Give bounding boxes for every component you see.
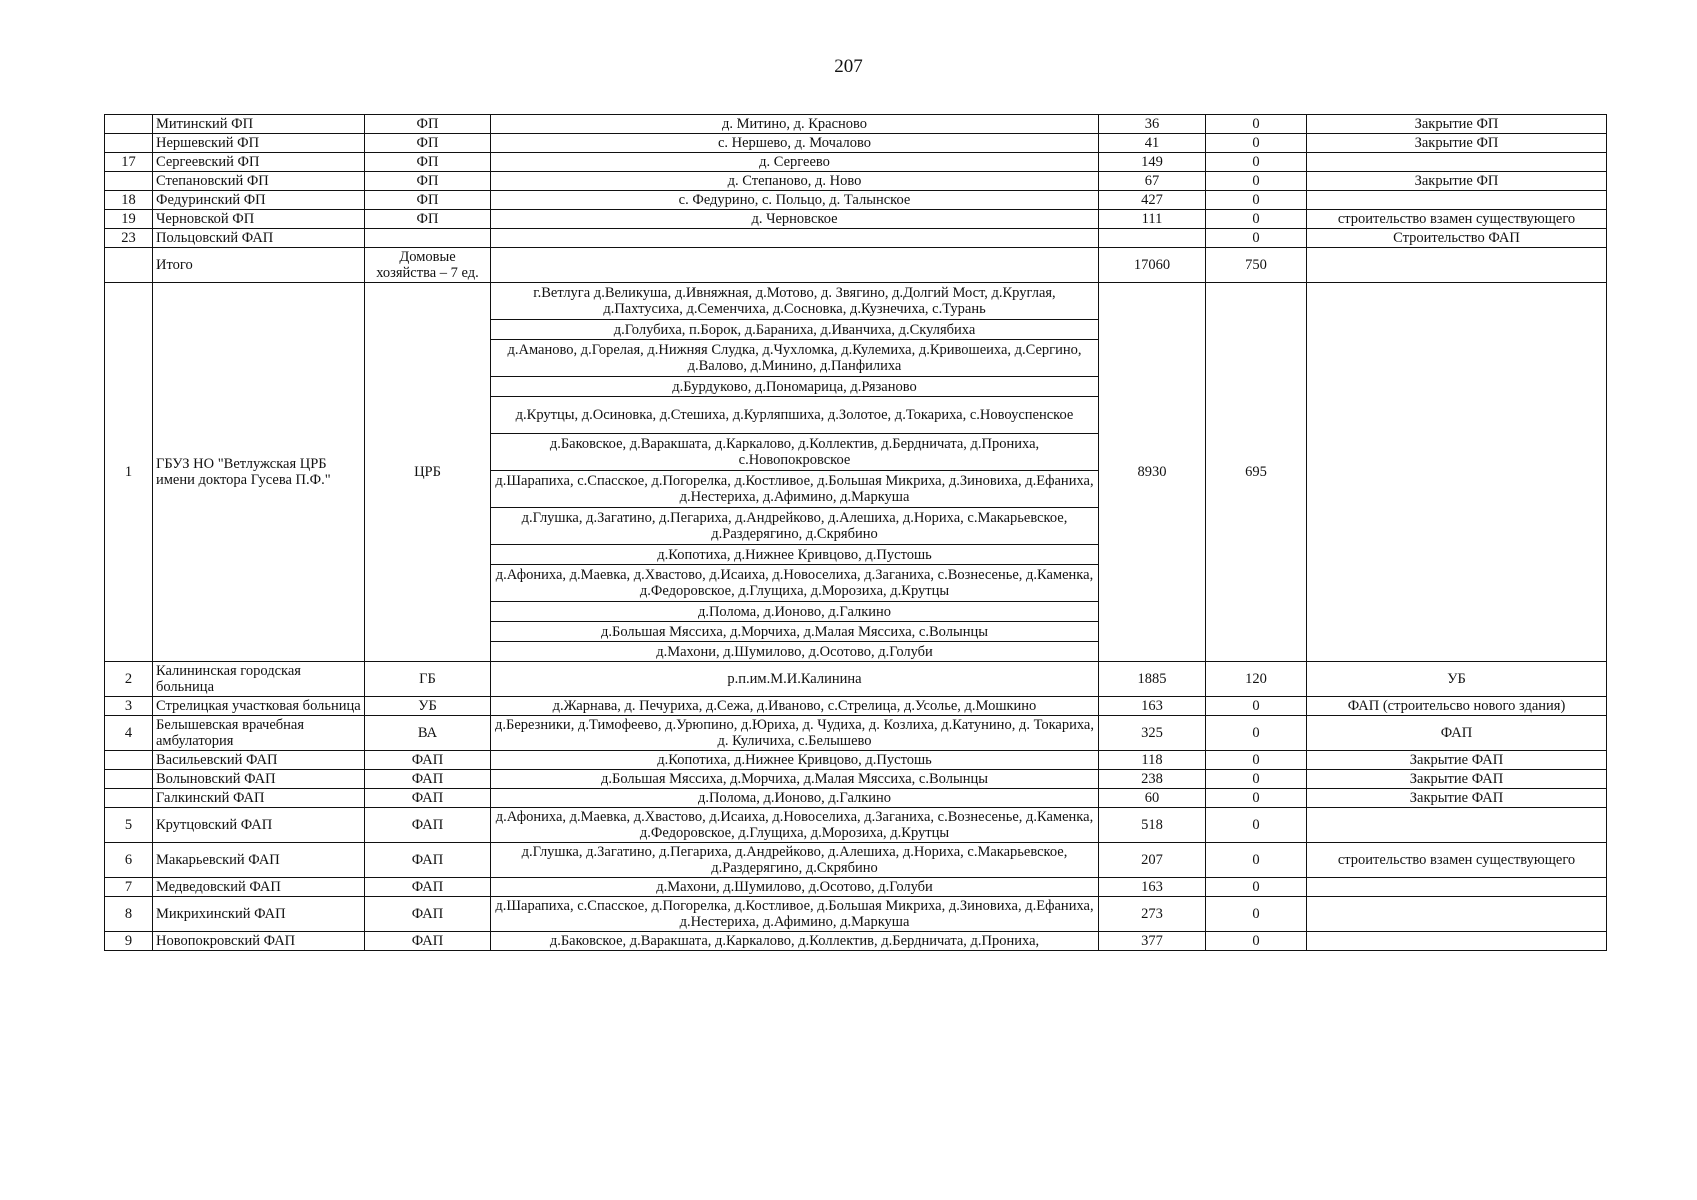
served-villages: д.Аманово, д.Горелая, д.Нижняя Слудка, д.Чухломка, д.Кулемиха, д.Кривошеиха, д.Сергино, д.Валово, д.Минино, д.Панфилиха bbox=[491, 340, 1099, 377]
facility-type: ФАП bbox=[365, 843, 491, 878]
beds: 0 bbox=[1206, 932, 1307, 951]
beds: 0 bbox=[1206, 751, 1307, 770]
served-villages: д.Афониха, д.Маевка, д.Хвастово, д.Исаиха, д.Новоселиха, д.Заганиха, с.Вознесенье, д.Каменка, д.Федоровское, д.Глущиха, д.Морозиха, д.Крутцы bbox=[491, 808, 1099, 843]
planned-action bbox=[1307, 932, 1607, 951]
beds: 0 bbox=[1206, 697, 1307, 716]
served-villages bbox=[491, 229, 1099, 248]
row-number bbox=[105, 248, 153, 283]
beds: 120 bbox=[1206, 662, 1307, 697]
population: 41 bbox=[1099, 134, 1206, 153]
population: 60 bbox=[1099, 789, 1206, 808]
row-number: 2 bbox=[105, 662, 153, 697]
row-number bbox=[105, 115, 153, 134]
facility-type: ФП bbox=[365, 134, 491, 153]
planned-action: УБ bbox=[1307, 662, 1607, 697]
facility-type: ФП bbox=[365, 191, 491, 210]
beds: 0 bbox=[1206, 115, 1307, 134]
row-number: 5 bbox=[105, 808, 153, 843]
facility-type: ФП bbox=[365, 153, 491, 172]
beds: 750 bbox=[1206, 248, 1307, 283]
served-villages: д.Глушка, д.Загатино, д.Пегариха, д.Андрейково, д.Алешиха, д.Нориха, с.Макарьевское, д.Раздерягино, д.Скрябино bbox=[491, 843, 1099, 878]
table-row bbox=[105, 751, 1607, 770]
table-row bbox=[105, 716, 1607, 751]
beds: 0 bbox=[1206, 770, 1307, 789]
beds: 0 bbox=[1206, 716, 1307, 751]
served-villages: г.Ветлуга д.Великуша, д.Ивняжная, д.Мотово, д. Звягино, д.Долгий Мост, д.Круглая, д.Пахтусиха, д.Семенчиха, д.Сосновка, д.Кузнечиха, с.Турань bbox=[491, 283, 1099, 320]
beds: 0 bbox=[1206, 191, 1307, 210]
planned-action: Строительство ФАП bbox=[1307, 229, 1607, 248]
population: 1885 bbox=[1099, 662, 1206, 697]
facility-name: Итого bbox=[153, 248, 365, 283]
served-villages: д.Березники, д.Тимофеево, д.Урюпино, д.Юриха, д. Чудиха, д. Козлиха, д.Катунино, д. Токариха, д. Куличиха, с.Белышево bbox=[491, 716, 1099, 751]
facility-type: УБ bbox=[365, 697, 491, 716]
planned-action: Закрытие ФП bbox=[1307, 172, 1607, 191]
table-row bbox=[105, 172, 1607, 191]
population: 518 bbox=[1099, 808, 1206, 843]
served-villages bbox=[491, 248, 1099, 283]
population: 207 bbox=[1099, 843, 1206, 878]
facility-type: Домовые хозяйства – 7 ед. bbox=[365, 248, 491, 283]
facility-type: ФАП bbox=[365, 770, 491, 789]
population bbox=[1099, 229, 1206, 248]
facility-name: Польцовский ФАП bbox=[153, 229, 365, 248]
population: 118 bbox=[1099, 751, 1206, 770]
planned-action: Закрытие ФП bbox=[1307, 134, 1607, 153]
served-villages: д. Митино, д. Красново bbox=[491, 115, 1099, 134]
planned-action: строительство взамен существующего bbox=[1307, 843, 1607, 878]
row-number: 6 bbox=[105, 843, 153, 878]
served-villages: д.Полома, д.Ионово, д.Галкино bbox=[491, 602, 1099, 622]
served-villages: д.Копотиха, д.Нижнее Кривцово, д.Пустошь bbox=[491, 545, 1099, 565]
row-number bbox=[105, 770, 153, 789]
served-villages: д.Большая Мяссиха, д.Морчиха, д.Малая Мяссиха, с.Волынцы bbox=[491, 622, 1099, 642]
served-villages: р.п.им.М.И.Калинина bbox=[491, 662, 1099, 697]
served-villages: д.Баковское, д.Варакшата, д.Каркалово, д.Коллектив, д.Бердничата, д.Прониха, с.Новопокровское bbox=[491, 434, 1099, 471]
facility-type: ГБ bbox=[365, 662, 491, 697]
row-number: 3 bbox=[105, 697, 153, 716]
table-row bbox=[105, 153, 1607, 172]
table-row bbox=[105, 248, 1607, 283]
facility-name: ГБУЗ НО "Ветлужская ЦРБ имени доктора Гусева П.Ф." bbox=[153, 283, 365, 662]
facilities-table bbox=[104, 114, 1607, 951]
planned-action: Закрытие ФАП bbox=[1307, 751, 1607, 770]
served-villages: д.Большая Мяссиха, д.Морчиха, д.Малая Мяссиха, с.Волынцы bbox=[491, 770, 1099, 789]
table-row bbox=[105, 697, 1607, 716]
served-villages: д. Черновское bbox=[491, 210, 1099, 229]
facility-name: Калининская городская больница bbox=[153, 662, 365, 697]
row-number bbox=[105, 789, 153, 808]
page-number: 207 bbox=[834, 56, 863, 77]
table-row bbox=[105, 134, 1607, 153]
facility-type: ВА bbox=[365, 716, 491, 751]
facility-name: Новопокровский ФАП bbox=[153, 932, 365, 951]
table-row bbox=[105, 878, 1607, 897]
beds: 0 bbox=[1206, 843, 1307, 878]
served-villages: д.Баковское, д.Варакшата, д.Каркалово, д.Коллектив, д.Бердничата, д.Прониха, bbox=[491, 932, 1099, 951]
table-row bbox=[105, 897, 1607, 932]
table-row bbox=[105, 229, 1607, 248]
facility-name: Микрихинский ФАП bbox=[153, 897, 365, 932]
facility-name: Митинский ФП bbox=[153, 115, 365, 134]
population: 111 bbox=[1099, 210, 1206, 229]
table-body bbox=[105, 115, 1607, 951]
row-number: 7 bbox=[105, 878, 153, 897]
served-villages: д.Махони, д.Шумилово, д.Осотово, д.Голуби bbox=[491, 878, 1099, 897]
facility-type: ФП bbox=[365, 210, 491, 229]
facility-name: Белышевская врачебная амбулатория bbox=[153, 716, 365, 751]
facility-name: Федуринский ФП bbox=[153, 191, 365, 210]
beds: 695 bbox=[1206, 283, 1307, 662]
facility-name: Галкинский ФАП bbox=[153, 789, 365, 808]
population: 149 bbox=[1099, 153, 1206, 172]
facility-type: ФАП bbox=[365, 897, 491, 932]
beds: 0 bbox=[1206, 172, 1307, 191]
served-villages: д.Шарапиха, с.Спасское, д.Погорелка, д.Костливое, д.Большая Микриха, д.Зиновиха, д.Ефаниха, д.Нестериха, д.Афимино, д.Маркуша bbox=[491, 471, 1099, 508]
population: 8930 bbox=[1099, 283, 1206, 662]
served-villages: д.Полома, д.Ионово, д.Галкино bbox=[491, 789, 1099, 808]
beds: 0 bbox=[1206, 210, 1307, 229]
population: 163 bbox=[1099, 697, 1206, 716]
population: 17060 bbox=[1099, 248, 1206, 283]
facility-type: ФАП bbox=[365, 878, 491, 897]
row-number: 17 bbox=[105, 153, 153, 172]
planned-action bbox=[1307, 808, 1607, 843]
facility-type: ФП bbox=[365, 172, 491, 191]
served-villages: д. Сергеево bbox=[491, 153, 1099, 172]
served-villages: с. Федурино, с. Польцо, д. Талынское bbox=[491, 191, 1099, 210]
facility-type: ФАП bbox=[365, 808, 491, 843]
served-villages: д.Афониха, д.Маевка, д.Хвастово, д.Исаиха, д.Новоселиха, д.Заганиха, с.Вознесенье, д.Каменка, д.Федоровское, д.Глущиха, д.Морозиха, д.Крутцы bbox=[491, 565, 1099, 602]
served-villages: д.Шарапиха, с.Спасское, д.Погорелка, д.Костливое, д.Большая Микриха, д.Зиновиха, д.Ефаниха, д.Нестериха, д.Афимино, д.Маркуша bbox=[491, 897, 1099, 932]
served-villages: с. Нершево, д. Мочалово bbox=[491, 134, 1099, 153]
row-number: 4 bbox=[105, 716, 153, 751]
facility-name: Черновской ФП bbox=[153, 210, 365, 229]
table-row bbox=[105, 808, 1607, 843]
crb-village-row bbox=[105, 283, 1607, 320]
planned-action bbox=[1307, 248, 1607, 283]
population: 377 bbox=[1099, 932, 1206, 951]
row-number: 23 bbox=[105, 229, 153, 248]
population: 36 bbox=[1099, 115, 1206, 134]
population: 163 bbox=[1099, 878, 1206, 897]
row-number bbox=[105, 134, 153, 153]
planned-action bbox=[1307, 897, 1607, 932]
served-villages: д.Крутцы, д.Осиновка, д.Стешиха, д.Курляпшиха, д.Золотое, д.Токариха, с.Новоуспенское bbox=[491, 397, 1099, 434]
served-villages: д.Жарнава, д. Печуриха, д.Сежа, д.Иваново, с.Стрелица, д.Усолье, д.Мошкино bbox=[491, 697, 1099, 716]
served-villages: д.Махони, д.Шумилово, д.Осотово, д.Голуби bbox=[491, 642, 1099, 662]
beds: 0 bbox=[1206, 808, 1307, 843]
table-row bbox=[105, 191, 1607, 210]
beds: 0 bbox=[1206, 134, 1307, 153]
row-number: 1 bbox=[105, 283, 153, 662]
beds: 0 bbox=[1206, 878, 1307, 897]
facility-name: Макарьевский ФАП bbox=[153, 843, 365, 878]
beds: 0 bbox=[1206, 789, 1307, 808]
facility-name: Медведовский ФАП bbox=[153, 878, 365, 897]
served-villages: д.Глушка, д.Загатино, д.Пегариха, д.Андрейково, д.Алешиха, д.Нориха, с.Макарьевское, д.Раздерягино, д.Скрябино bbox=[491, 508, 1099, 545]
table-row bbox=[105, 789, 1607, 808]
row-number bbox=[105, 751, 153, 770]
facility-name: Нершевский ФП bbox=[153, 134, 365, 153]
planned-action: Закрытие ФАП bbox=[1307, 770, 1607, 789]
facility-name: Сергеевский ФП bbox=[153, 153, 365, 172]
planned-action bbox=[1307, 283, 1607, 662]
planned-action bbox=[1307, 153, 1607, 172]
served-villages: д.Бурдуково, д.Пономарица, д.Рязаново bbox=[491, 377, 1099, 397]
planned-action: ФАП (строительсво нового здания) bbox=[1307, 697, 1607, 716]
table-row bbox=[105, 210, 1607, 229]
planned-action: Закрытие ФП bbox=[1307, 115, 1607, 134]
table-row bbox=[105, 115, 1607, 134]
facility-type: ФАП bbox=[365, 789, 491, 808]
table-row bbox=[105, 770, 1607, 789]
table-row bbox=[105, 843, 1607, 878]
facility-type bbox=[365, 229, 491, 248]
planned-action bbox=[1307, 878, 1607, 897]
facility-type: ЦРБ bbox=[365, 283, 491, 662]
served-villages: д. Степаново, д. Ново bbox=[491, 172, 1099, 191]
facility-type: ФАП bbox=[365, 932, 491, 951]
beds: 0 bbox=[1206, 229, 1307, 248]
table-row bbox=[105, 662, 1607, 697]
planned-action: строительство взамен существующего bbox=[1307, 210, 1607, 229]
served-villages: д.Голубиха, п.Борок, д.Бараниха, д.Иванчиха, д.Скулябиха bbox=[491, 320, 1099, 340]
row-number: 9 bbox=[105, 932, 153, 951]
table-row bbox=[105, 932, 1607, 951]
population: 67 bbox=[1099, 172, 1206, 191]
facility-name: Стрелицкая участковая больница bbox=[153, 697, 365, 716]
row-number: 19 bbox=[105, 210, 153, 229]
population: 427 bbox=[1099, 191, 1206, 210]
row-number: 8 bbox=[105, 897, 153, 932]
facility-name: Волыновский ФАП bbox=[153, 770, 365, 789]
planned-action: ФАП bbox=[1307, 716, 1607, 751]
facility-type: ФП bbox=[365, 115, 491, 134]
planned-action: Закрытие ФАП bbox=[1307, 789, 1607, 808]
row-number: 18 bbox=[105, 191, 153, 210]
facility-name: Степановский ФП bbox=[153, 172, 365, 191]
facility-type: ФАП bbox=[365, 751, 491, 770]
served-villages: д.Копотиха, д.Нижнее Кривцово, д.Пустошь bbox=[491, 751, 1099, 770]
planned-action bbox=[1307, 191, 1607, 210]
population: 273 bbox=[1099, 897, 1206, 932]
population: 325 bbox=[1099, 716, 1206, 751]
beds: 0 bbox=[1206, 897, 1307, 932]
row-number bbox=[105, 172, 153, 191]
facility-name: Васильевский ФАП bbox=[153, 751, 365, 770]
facility-name: Крутцовский ФАП bbox=[153, 808, 365, 843]
beds: 0 bbox=[1206, 153, 1307, 172]
population: 238 bbox=[1099, 770, 1206, 789]
